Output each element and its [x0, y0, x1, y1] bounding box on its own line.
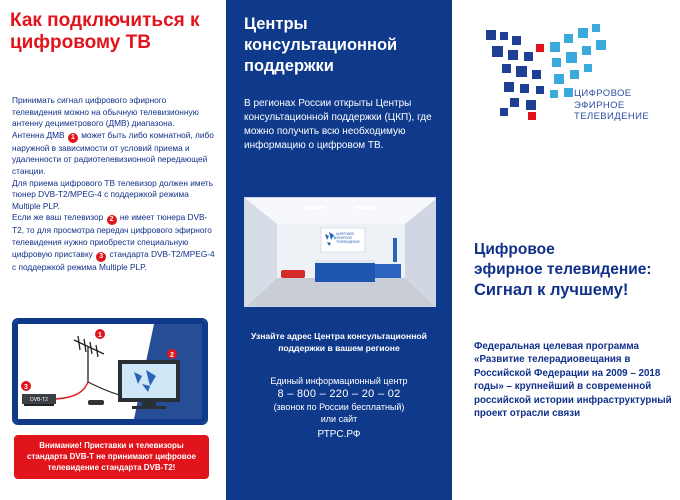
set-top-box-label: DVB-T2: [30, 397, 48, 403]
left-body-text: [12, 95, 217, 273]
connection-diagram-illustration: [14, 320, 206, 423]
logo-text-line-3: ТЕЛЕВИДЕНИЕ: [574, 111, 650, 122]
logo-text-line-1: ЦИФРОВОЕ: [574, 88, 632, 99]
connection-diagram: [12, 318, 208, 425]
or-site-label: или сайт: [320, 414, 358, 424]
heading-line-2: эфирное телевидение:: [474, 261, 652, 278]
photo-sign-text: ЦИФРОВОЕ ЭФИРНОЕ ТЕЛЕВИДЕНИЕ: [336, 232, 360, 244]
middle-intro: В регионах России открыты Центры консультационной поддержки (ЦКП), где можно получить всю необходимую информацию о цифровом ТВ.: [244, 98, 432, 151]
remote-icon: [88, 400, 104, 405]
support-center-illustration: [245, 198, 436, 307]
website-link[interactable]: РТРС.РФ: [317, 429, 361, 440]
right-heading: [474, 240, 674, 300]
paragraph-tv-requirements: Для приема цифрового ТВ телевизор должен иметь тюнер DVB-T2/MPEG-4 с поддержкой режима Multiple PLP.: [12, 177, 214, 211]
tv-condition: Если же ваш телевизор: [12, 212, 104, 223]
right-panel: [452, 0, 680, 500]
antenna-description: может быть либо комнатной, либо наружной в зависимости от условий приема и удаленности от радиотелевизионной передающей станции.: [12, 129, 214, 176]
number-badge-3: 3: [96, 252, 106, 262]
support-center-photo: [244, 197, 436, 307]
middle-call-to-action: Узнайте адрес Центра консультационной поддержки в вашем регионе: [251, 331, 427, 353]
paragraph-antenna-type: [12, 130, 217, 178]
paragraph-antenna-intro: Принимать сигнал цифрового эфирного телевидения можно на обычную телевизионную антенну дециметрового (ДМВ) диапазона.: [12, 95, 199, 129]
tv-icon: [118, 360, 180, 409]
number-badge-1: 1: [68, 133, 78, 143]
diagram-marker-3: 3: [24, 384, 28, 391]
diagram-marker-1: 1: [98, 332, 102, 339]
logo-text-line-2: ЭФИРНОЕ: [574, 99, 625, 111]
paragraph-set-top-box: [12, 212, 217, 273]
middle-panel: [226, 0, 452, 500]
middle-title: Центры консультационной поддержки: [244, 15, 398, 75]
federal-program-text: Федеральная целевая программа «Развитие телерадиовещания в Российской Федерации на 2009 – 2018 годы» – крупнейший в современной российской истории инфраструктурный проект отрасли связи: [474, 341, 672, 420]
diagram-marker-2: 2: [170, 352, 174, 359]
hotline-phone[interactable]: 8 – 800 – 220 – 20 – 02: [277, 388, 401, 400]
heading-line-1: Цифровое: [474, 241, 555, 258]
logo-wordmark: [574, 88, 674, 123]
warning-banner: Внимание! Приставки и телевизоры стандарта DVB-T не принимают цифровое телевидение стандарта DVB-T2!: [14, 435, 209, 479]
phone-note: (звонок по России бесплатный): [273, 402, 405, 412]
left-title: Как подключиться к цифровому ТВ: [10, 10, 200, 53]
contacts-block: [240, 375, 438, 442]
left-panel: [0, 0, 226, 500]
heading-slogan: Сигнал к лучшему!: [474, 281, 629, 299]
info-center-label: Единый информационный центр: [270, 376, 408, 386]
set-top-box-text: не имеет тюнера DVB-T2, то для просмотра передач цифрового эфирного телевидения нужно приобрести специальную цифровую приставку: [12, 212, 212, 259]
set-top-box-standard: стандарта DVB-T2/MPEG-4 с поддержкой режима Multiple PLP.: [12, 248, 215, 272]
antenna-label: Антенна ДМВ: [12, 129, 65, 140]
number-badge-2: 2: [107, 215, 117, 225]
